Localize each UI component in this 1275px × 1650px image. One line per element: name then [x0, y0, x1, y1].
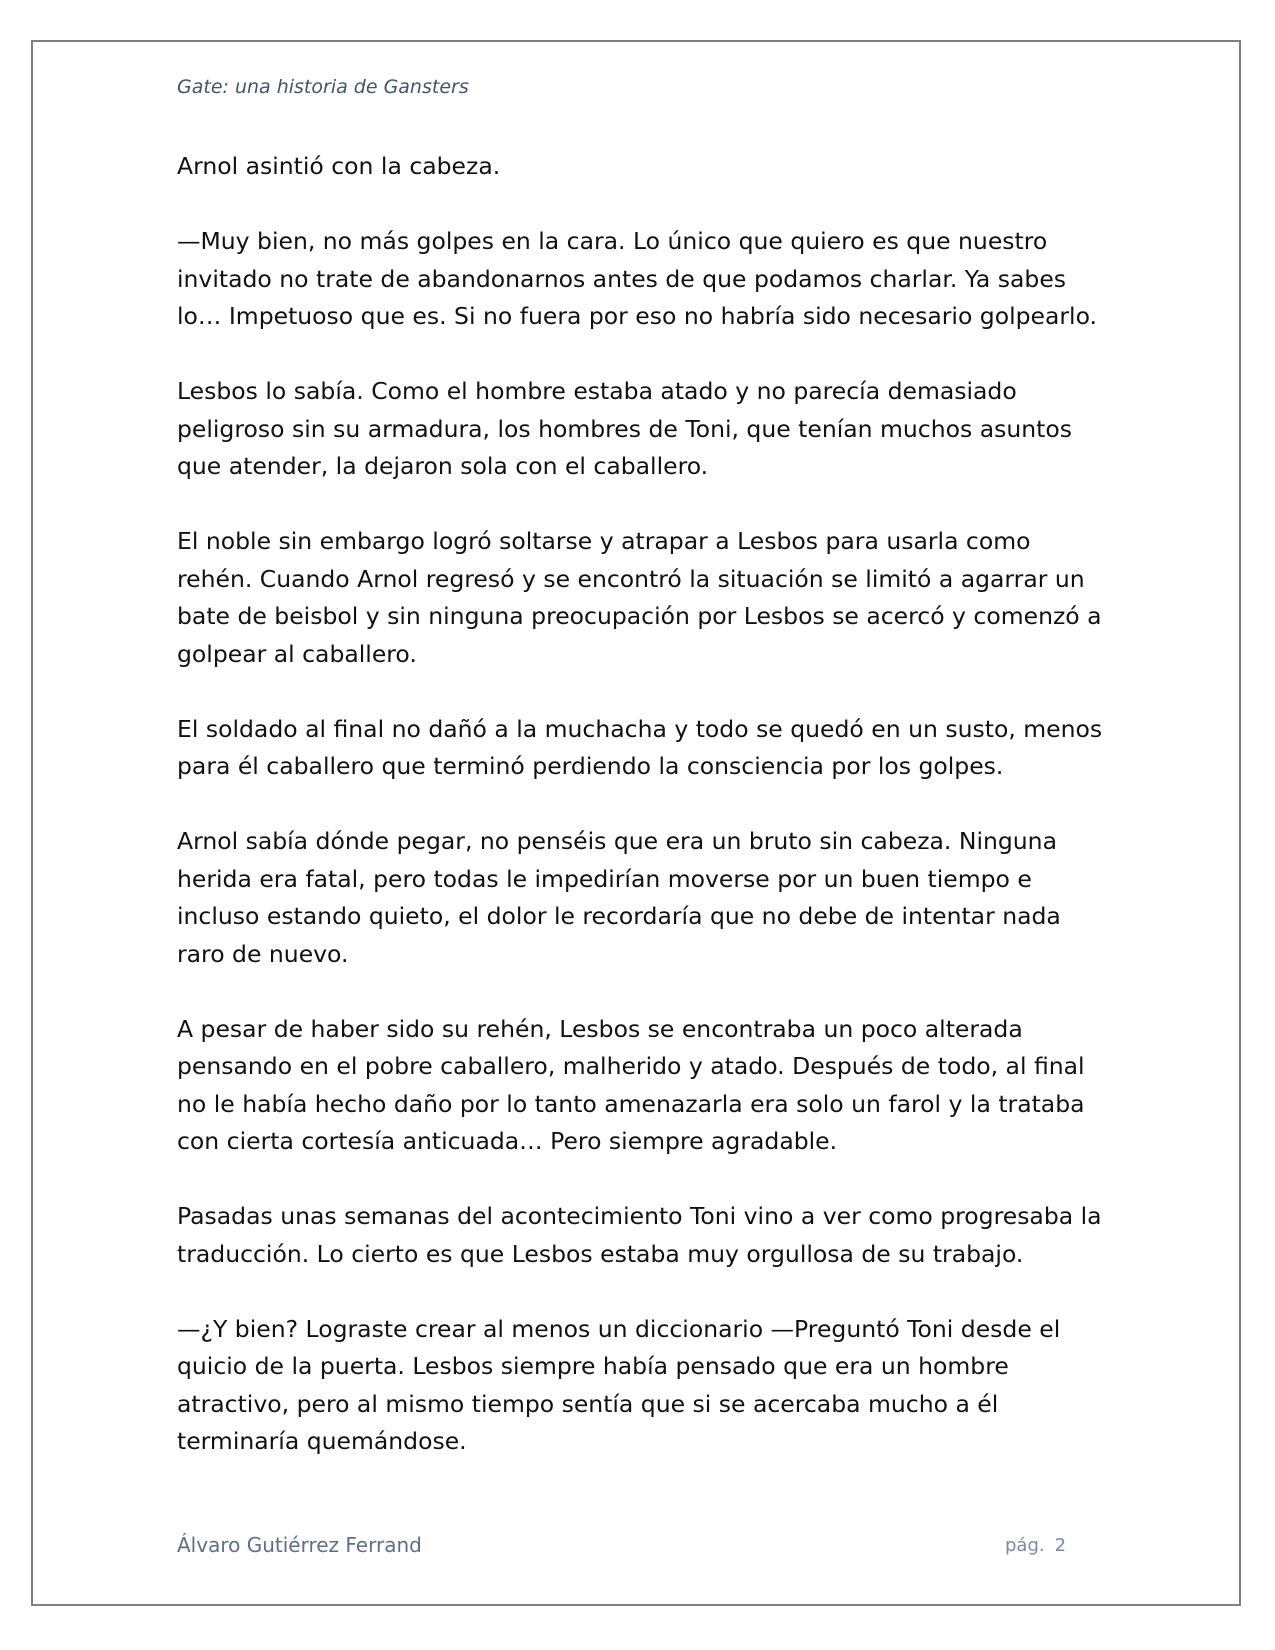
paragraph: Arnol sabía dónde pegar, no penséis que era un bruto sin cabeza. Ninguna herida era fatal, pero todas le impedirían moverse por un buen tiempo e incluso estando quieto, el dolor le recordaría que no debe de intentar nada raro de nuevo.: [177, 827, 1061, 968]
paragraph: Arnol asintió con la cabeza.: [177, 152, 501, 180]
paragraph: —Muy bien, no más golpes en la cara. Lo único que quiero es que nuestro invitado no trate de abandonarnos antes de que podamos charlar. Ya sabes lo… Impetuoso que es. Si no fuera por eso no habría sido necesario golpearlo.: [177, 227, 1098, 330]
paragraph: El soldado al final no dañó a la muchacha y todo se quedó en un susto, menos para él caballero que terminó perdiendo la consciencia por los golpes.: [177, 714, 1103, 780]
paragraph: —¿Y bien? Lograste crear al menos un diccionario —Preguntó Toni desde el quicio de la puerta. Lesbos siempre había pensado que era un hombre atractivo, pero al mismo tiempo sentía que si se acercaba mucho a él terminaría quemándose.: [177, 1314, 1061, 1455]
document-body: [177, 148, 1107, 1498]
paragraph: A pesar de haber sido su rehén, Lesbos se encontraba un poco alterada pensando en el pobre caballero, malherido y atado. Después de todo, al final no le había hecho daño por lo tanto amenazarla era solo un farol y la trataba con cierta cortesía anticuada… Pero siempre agradable.: [177, 1014, 1085, 1155]
paragraph: Lesbos lo sabía. Como el hombre estaba atado y no parecía demasiado peligroso sin su armadura, los hombres de Toni, que tenían muchos asuntos que atender, la dejaron sola con el caballero.: [177, 377, 1072, 480]
paragraph: El noble sin embargo logró soltarse y atrapar a Lesbos para usarla como rehén. Cuando Arnol regresó y se encontró la situación se limitó a agarrar un bate de beisbol y sin ninguna preocupación por Lesbos se acercó y comenzó a golpear al caballero.: [177, 527, 1102, 668]
running-header-title: Gate: una historia de Gansters: [177, 76, 469, 98]
page-number: 2: [1054, 1535, 1067, 1556]
footer-author: Álvaro Gutiérrez Ferrand: [177, 1533, 422, 1557]
page-label: pág.: [1005, 1535, 1045, 1556]
footer-page-number: [1005, 1535, 1066, 1556]
paragraph: Pasadas unas semanas del acontecimiento Toni vino a ver como progresaba la traducción. Lo cierto es que Lesbos estaba muy orgullosa de su trabajo.: [177, 1202, 1102, 1268]
